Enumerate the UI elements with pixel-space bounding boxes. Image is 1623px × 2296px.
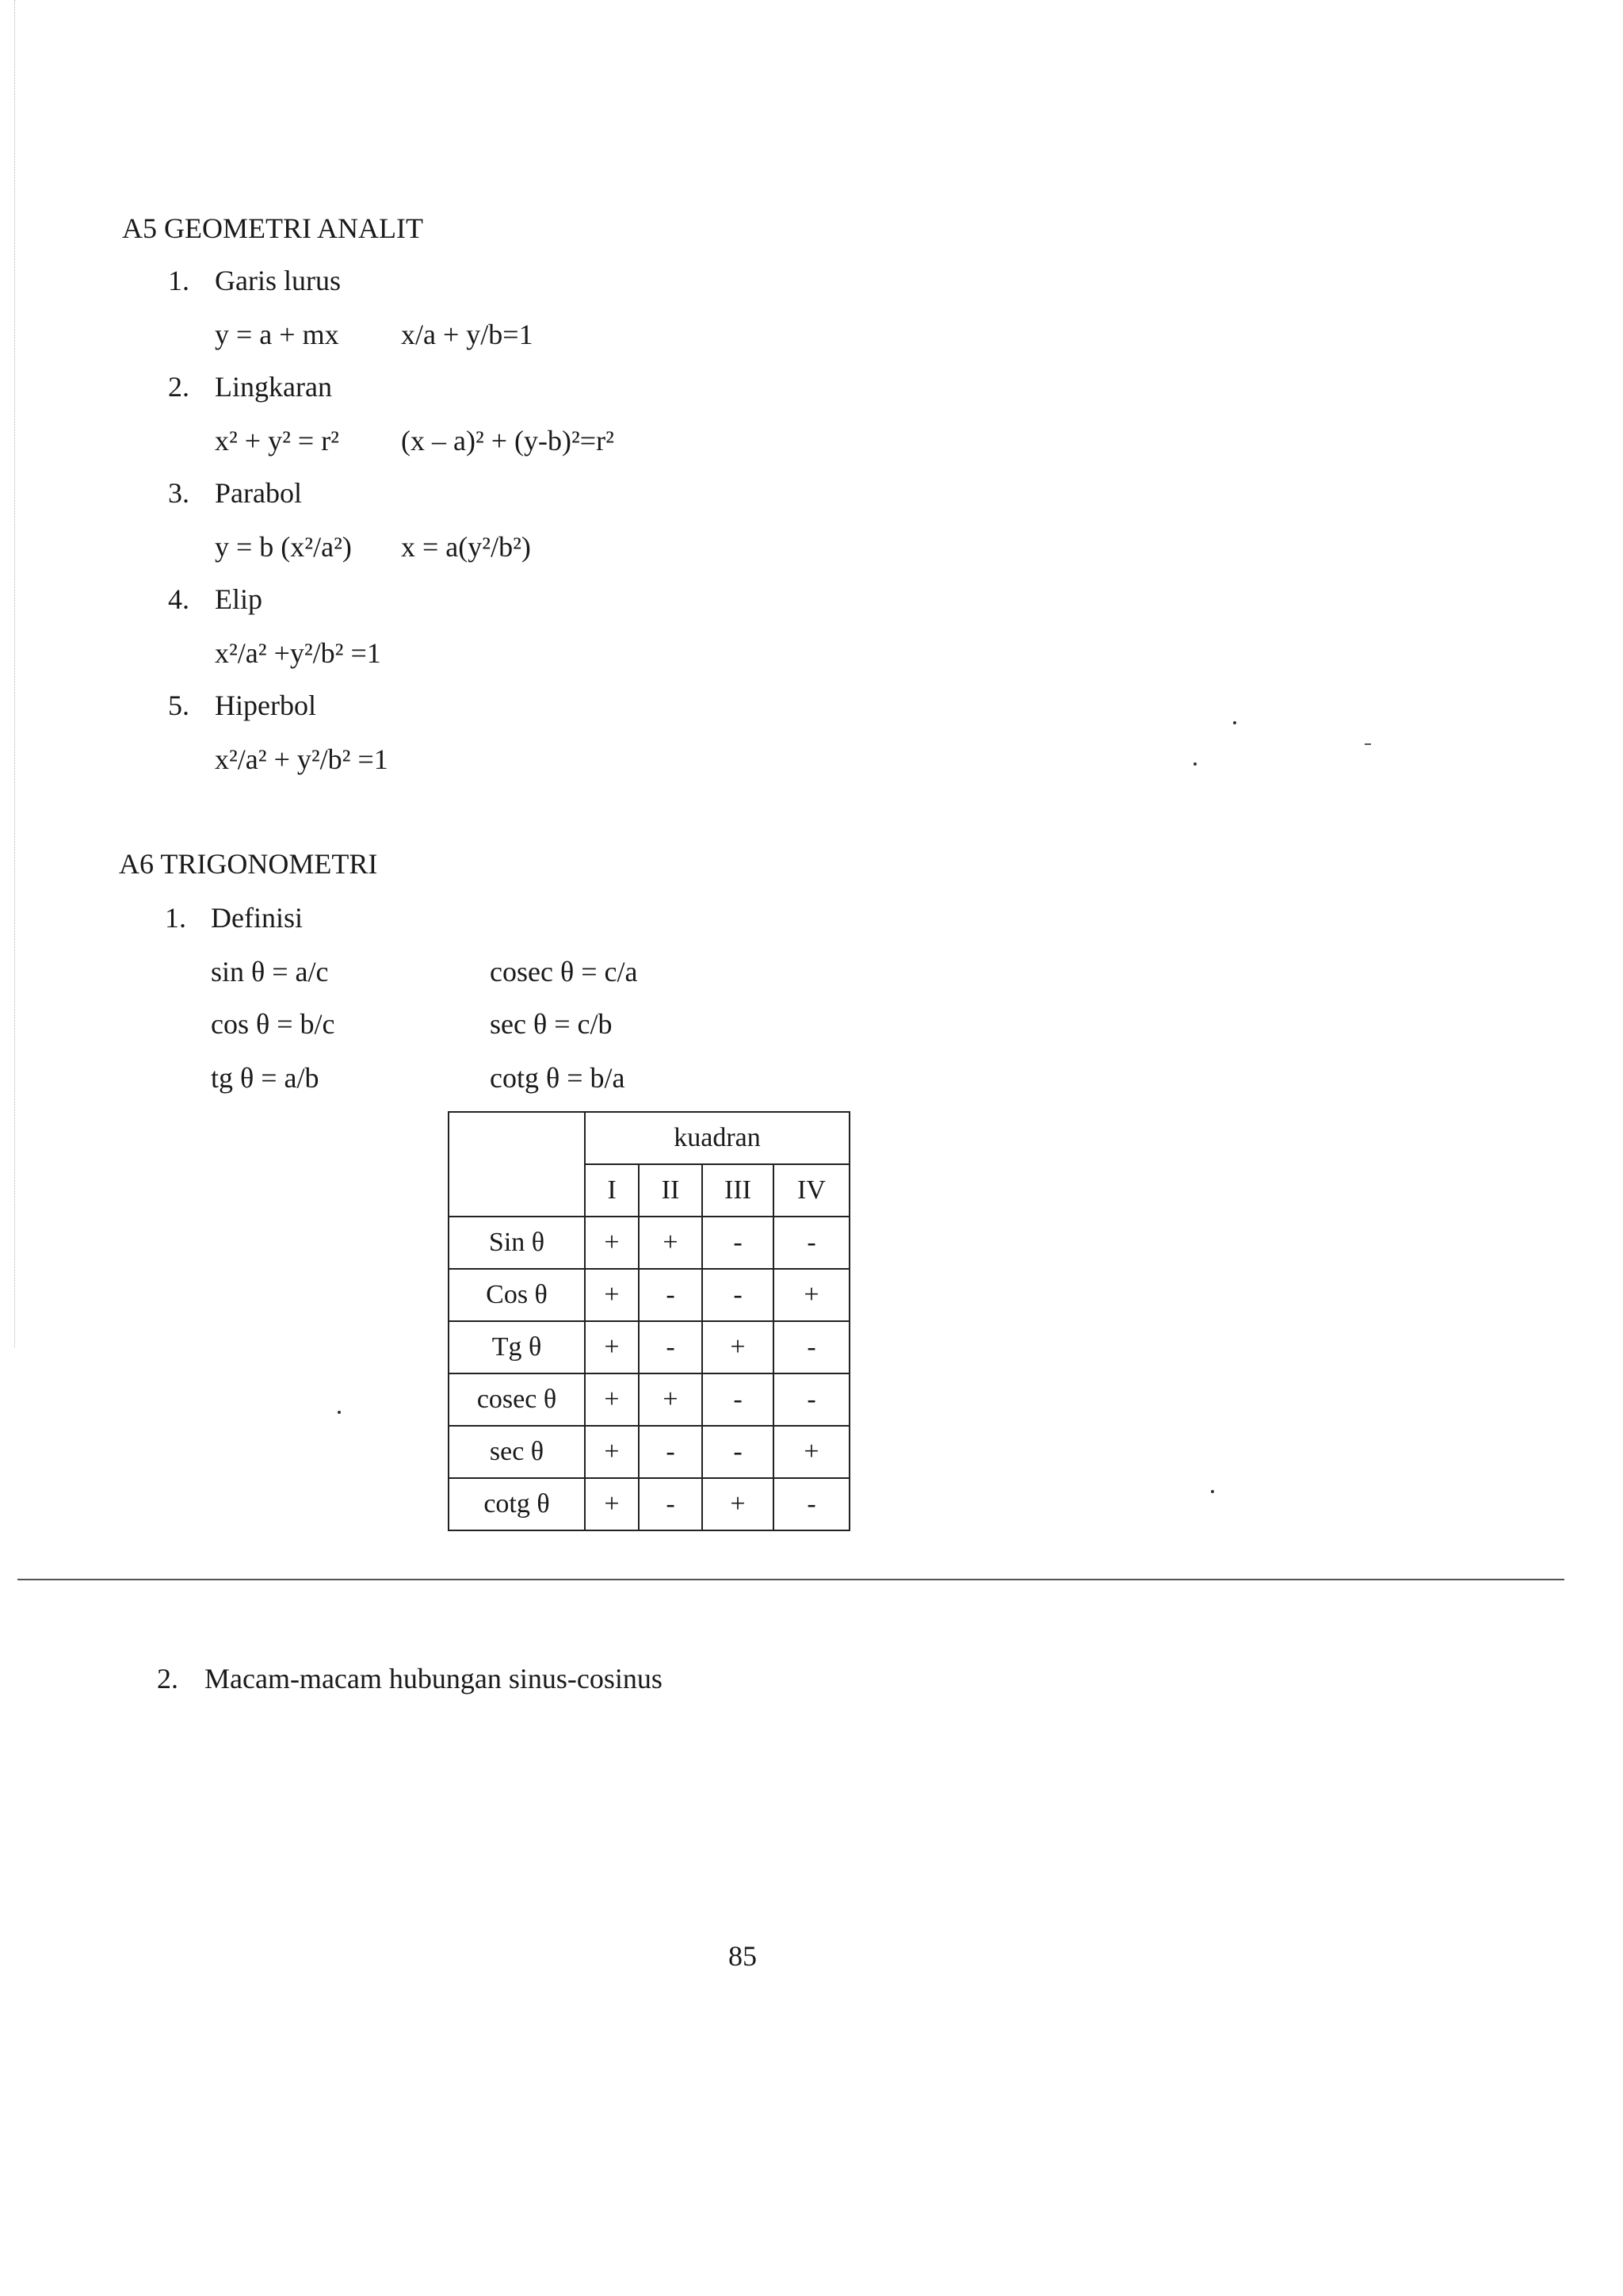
table-row bbox=[449, 1478, 850, 1530]
scan-speck bbox=[1211, 1490, 1214, 1493]
item-title-hiperbol: Hiperbol bbox=[215, 690, 316, 721]
table-corner-cell bbox=[449, 1112, 585, 1217]
scan-edge-line bbox=[14, 0, 15, 1347]
quadrant-column-label: I bbox=[585, 1164, 639, 1217]
section-heading-a6: A6 TRIGONOMETRI bbox=[119, 848, 378, 880]
item-title-garis-lurus: Garis lurus bbox=[215, 265, 341, 296]
definition-cos: cos θ = b/c bbox=[211, 1008, 335, 1040]
sign-cell: + bbox=[702, 1478, 773, 1530]
formula-parabola-x: x = a(y²/b²) bbox=[401, 531, 531, 563]
scan-speck bbox=[1193, 762, 1197, 766]
definition-sin: sin θ = a/c bbox=[211, 956, 329, 988]
sign-cell: + bbox=[585, 1269, 639, 1321]
item-title-lingkaran: Lingkaran bbox=[215, 371, 332, 403]
quadrant-sign-table bbox=[448, 1111, 850, 1531]
sign-cell: - bbox=[702, 1217, 773, 1269]
definition-tg: tg θ = a/b bbox=[211, 1062, 319, 1094]
table-row bbox=[449, 1269, 850, 1321]
quadrant-column-label: II bbox=[639, 1164, 702, 1217]
definition-sec: sec θ = c/b bbox=[490, 1008, 613, 1040]
row-label: cotg θ bbox=[449, 1478, 585, 1530]
row-label: Cos θ bbox=[449, 1269, 585, 1321]
sign-cell: + bbox=[773, 1269, 850, 1321]
sign-cell: - bbox=[773, 1478, 850, 1530]
table-header-row bbox=[449, 1112, 850, 1164]
sign-cell: + bbox=[585, 1321, 639, 1373]
item-number: 2. bbox=[157, 1663, 178, 1694]
sign-cell: - bbox=[773, 1321, 850, 1373]
sign-cell: - bbox=[639, 1321, 702, 1373]
definition-cosec: cosec θ = c/a bbox=[490, 956, 638, 988]
scan-speck bbox=[1233, 721, 1236, 724]
item-title-definisi: Definisi bbox=[211, 902, 303, 934]
formula-parabola-y: y = b (x²/a²) bbox=[215, 531, 352, 563]
formula-circle-origin: x² + y² = r² bbox=[215, 425, 339, 457]
formula-hyperbola: x²/a² + y²/b² =1 bbox=[215, 743, 388, 775]
table-row bbox=[449, 1217, 850, 1269]
item-number: 1. bbox=[168, 265, 189, 296]
row-label: sec θ bbox=[449, 1426, 585, 1478]
quadrant-column-label: IV bbox=[773, 1164, 850, 1217]
row-label: Sin θ bbox=[449, 1217, 585, 1269]
quadrant-header: kuadran bbox=[585, 1112, 850, 1164]
sign-cell: - bbox=[773, 1373, 850, 1426]
page-number: 85 bbox=[728, 1940, 757, 1972]
item-title-hubungan-sinus-cosinus: Macam-macam hubungan sinus-cosinus bbox=[204, 1663, 663, 1694]
table-row bbox=[449, 1373, 850, 1426]
row-label: Tg θ bbox=[449, 1321, 585, 1373]
definition-cotg: cotg θ = b/a bbox=[490, 1062, 625, 1094]
sign-cell: + bbox=[585, 1217, 639, 1269]
sign-cell: + bbox=[585, 1478, 639, 1530]
formula-circle-center: (x – a)² + (y-b)²=r² bbox=[401, 425, 614, 457]
item-title-parabol: Parabol bbox=[215, 477, 302, 509]
sign-cell: + bbox=[773, 1426, 850, 1478]
section-heading-a5: A5 GEOMETRI ANALIT bbox=[122, 212, 423, 244]
sign-cell: - bbox=[702, 1426, 773, 1478]
sign-cell: - bbox=[639, 1478, 702, 1530]
sign-cell: - bbox=[639, 1269, 702, 1321]
sign-cell: + bbox=[585, 1426, 639, 1478]
formula-ellipse: x²/a² +y²/b² =1 bbox=[215, 637, 381, 669]
scan-speck bbox=[338, 1411, 341, 1414]
item-number: 4. bbox=[168, 583, 189, 615]
item-title-elip: Elip bbox=[215, 583, 262, 615]
sign-cell: - bbox=[702, 1373, 773, 1426]
table-row bbox=[449, 1321, 850, 1373]
sign-cell: + bbox=[639, 1373, 702, 1426]
sign-cell: - bbox=[639, 1426, 702, 1478]
item-number: 1. bbox=[165, 902, 186, 934]
scan-speck bbox=[1365, 743, 1371, 745]
row-label: cosec θ bbox=[449, 1373, 585, 1426]
item-number: 2. bbox=[168, 371, 189, 403]
sign-cell: + bbox=[702, 1321, 773, 1373]
formula-line-intercept: x/a + y/b=1 bbox=[401, 319, 533, 350]
horizontal-rule bbox=[17, 1579, 1564, 1580]
sign-cell: + bbox=[639, 1217, 702, 1269]
table-row bbox=[449, 1426, 850, 1478]
item-number: 5. bbox=[168, 690, 189, 721]
item-number: 3. bbox=[168, 477, 189, 509]
sign-cell: - bbox=[773, 1217, 850, 1269]
sign-cell: + bbox=[585, 1373, 639, 1426]
formula-line-slope: y = a + mx bbox=[215, 319, 339, 350]
sign-cell: - bbox=[702, 1269, 773, 1321]
quadrant-column-label: III bbox=[702, 1164, 773, 1217]
